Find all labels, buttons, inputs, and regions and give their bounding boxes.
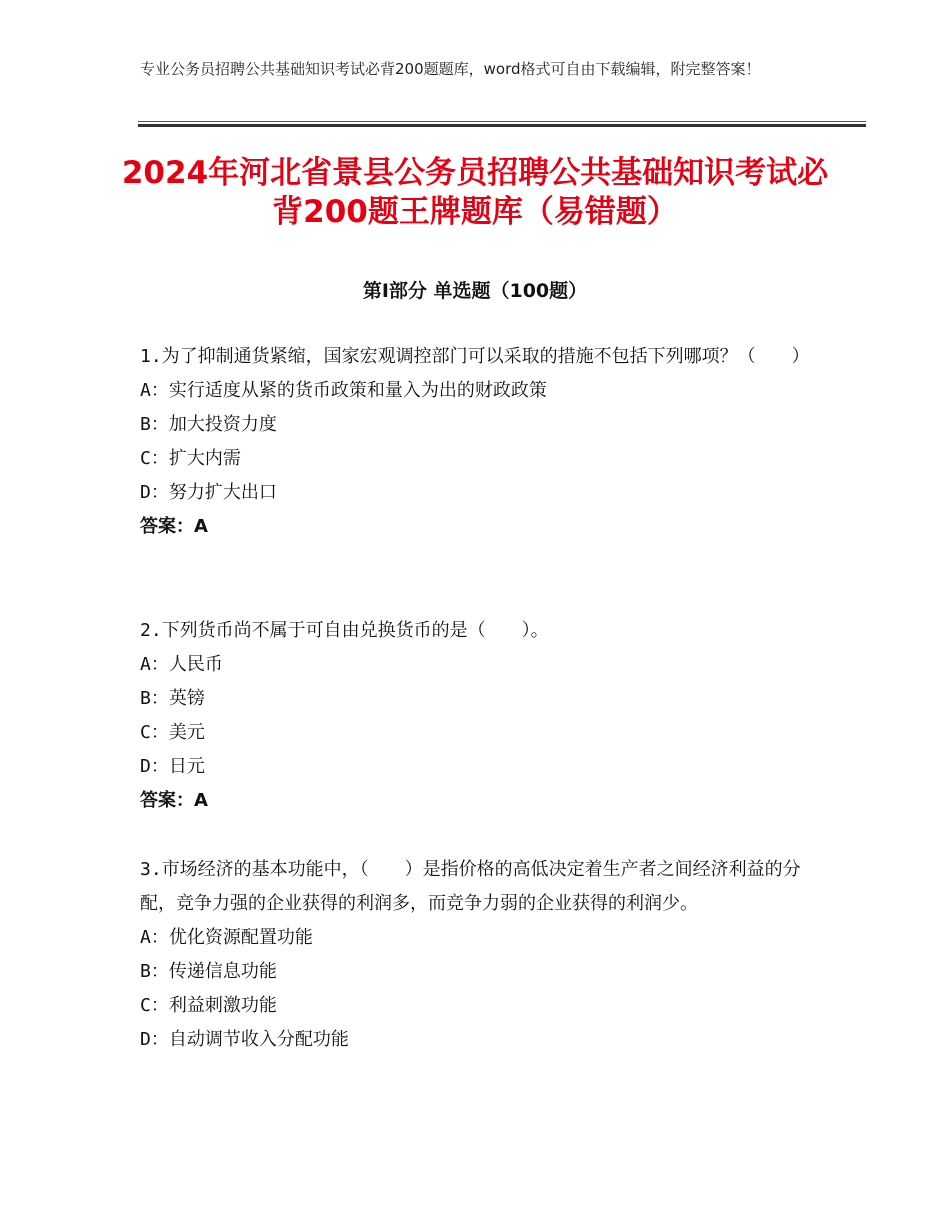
question-3 bbox=[140, 853, 810, 1057]
option-d: D：努力扩大出口 bbox=[140, 482, 277, 503]
question-2 bbox=[140, 614, 810, 818]
option-c: C：美元 bbox=[140, 722, 205, 743]
header-note: 专业公务员招聘公共基础知识考试必背200题题库，word格式可自由下载编辑，附完整答案！ bbox=[140, 60, 761, 78]
option-a: A：人民币 bbox=[140, 654, 223, 675]
option-c: C：利益刺激功能 bbox=[140, 995, 277, 1016]
question-stem: 1.为了抑制通货紧缩，国家宏观调控部门可以采取的措施不包括下列哪项？（ ） bbox=[140, 346, 810, 367]
answer: 答案：A bbox=[140, 790, 208, 811]
section-title: 第Ⅰ部分 单选题（100题） bbox=[362, 280, 588, 302]
answer: 答案：A bbox=[140, 516, 208, 537]
option-b: B：英镑 bbox=[140, 688, 205, 709]
option-c: C：扩大内需 bbox=[140, 448, 241, 469]
option-d: D：日元 bbox=[140, 756, 205, 777]
question-stem: 3.市场经济的基本功能中，（ ）是指价格的高低决定着生产者之间经济利益的分配，竞争力强的企业获得的利润多，而竞争力弱的企业获得的利润少。 bbox=[140, 859, 801, 914]
option-a: A：优化资源配置功能 bbox=[140, 927, 313, 948]
header-rule-thick bbox=[138, 124, 866, 127]
option-a: A：实行适度从紧的货币政策和量入为出的财政政策 bbox=[140, 380, 547, 401]
header-rule-thin bbox=[138, 121, 866, 122]
question-stem: 2.下列货币尚不属于可自由兑换货币的是（ ）。 bbox=[140, 620, 549, 641]
question-1 bbox=[140, 340, 810, 544]
document-title: 2024年河北省景县公务员招聘公共基础知识考试必背200题王牌题库（易错题） bbox=[121, 155, 829, 230]
option-b: B：加大投资力度 bbox=[140, 414, 277, 435]
option-d: D：自动调节收入分配功能 bbox=[140, 1029, 349, 1050]
option-b: B：传递信息功能 bbox=[140, 961, 277, 982]
